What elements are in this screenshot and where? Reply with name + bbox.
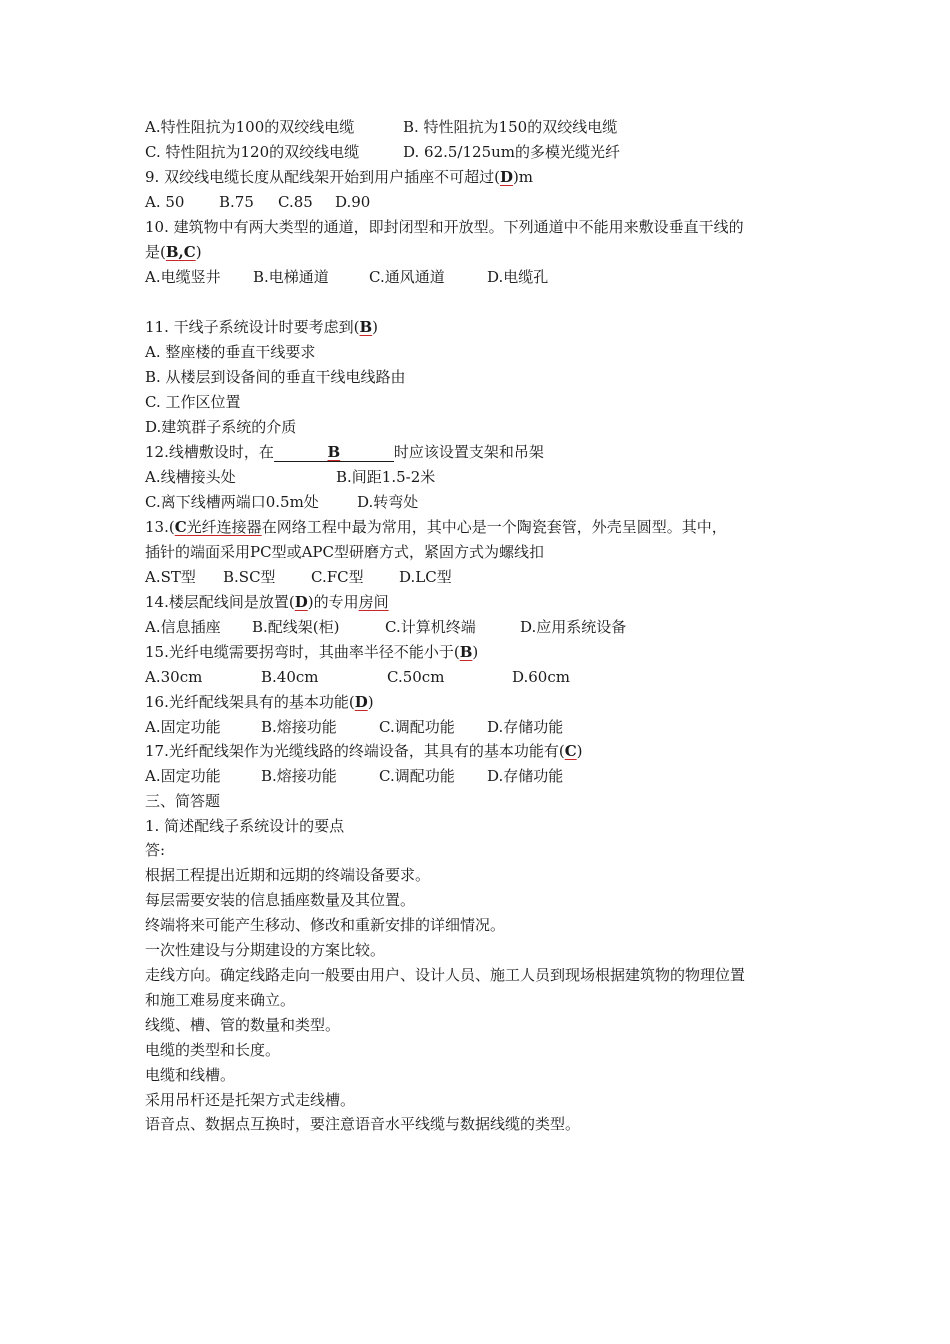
answer-line: 一次性建设与分期建设的方案比较。	[145, 941, 386, 959]
section-heading: 三、简答题	[145, 792, 221, 810]
q14-option-d: D.应用系统设备	[520, 618, 627, 636]
q16-options	[145, 717, 563, 737]
q15-stem	[145, 642, 478, 662]
q15-answer: B	[459, 643, 473, 661]
q15-option-a: A.30cm	[145, 668, 203, 686]
q15-stem-pre: 15.光纤电缆需要拐弯时，其曲率半径不能小于(	[145, 643, 460, 661]
q13-answer: C	[174, 518, 187, 536]
q13-term: 光纤连接器	[186, 518, 262, 536]
q14-options	[145, 617, 626, 637]
q10-option-a: A.电缆竖井	[145, 268, 221, 286]
q11-stem	[145, 317, 378, 337]
q10-option-c: C.通风通道	[369, 268, 445, 286]
q9-options	[145, 192, 370, 212]
q9-option-b: B.75	[219, 193, 254, 211]
q16-stem	[145, 692, 374, 712]
q13-stem-pre: 13.(	[145, 518, 175, 536]
q17-option-b: B.熔接功能	[261, 767, 337, 785]
q10-option-d: D.电缆孔	[487, 268, 549, 286]
q15-option-c: C.50cm	[387, 668, 445, 686]
q13-option-c: C.FC型	[311, 568, 364, 586]
q17-option-a: A.固定功能	[145, 767, 221, 785]
q10-stem-post: )	[195, 243, 202, 261]
q14-stem-pre: 14.楼层配线间是放置(	[145, 593, 295, 611]
answer-line: 终端将来可能产生移动、修改和重新安排的详细情况。	[145, 916, 506, 934]
q9-option-c: C.85	[278, 193, 313, 211]
q8-option-d: D. 62.5/125um的多模光缆光纤	[403, 143, 620, 161]
q17-stem-post: )	[576, 742, 583, 760]
q11-option-d: D.建筑群子系统的介质	[145, 418, 297, 436]
q14-term: 房间	[358, 593, 389, 611]
q16-option-a: A.固定功能	[145, 718, 221, 736]
q13-options	[145, 567, 452, 587]
q13-stem-post: 在网络工程中最为常用，其中心是一个陶瓷套管，外壳呈圆型。其中，	[261, 518, 727, 536]
q13-option-d: D.LC型	[399, 568, 452, 586]
q15-option-d: D.60cm	[512, 668, 570, 686]
answer-line: 电缆和线槽。	[145, 1066, 236, 1084]
answer-line: 根据工程提出近期和远期的终端设备要求。	[145, 866, 431, 884]
q8-option-a: A.特性阻抗为100的双绞线电缆	[145, 118, 355, 136]
q11-option-a: A. 整座楼的垂直干线要求	[145, 343, 316, 361]
q12-options-row-2	[145, 492, 418, 512]
q9-option-a: A. 50	[145, 193, 185, 211]
q14-option-b: B.配线架(柜)	[252, 618, 340, 636]
q14-stem	[145, 592, 389, 612]
q9-answer: D	[499, 168, 513, 186]
q9-stem-pre: 9. 双绞线电缆长度从配线架开始到用户插座不可超过(	[145, 168, 500, 186]
q8-options-row-1	[145, 117, 617, 137]
answer-line: 每层需要安装的信息插座数量及其位置。	[145, 891, 416, 909]
q10-stem-line-2	[145, 242, 202, 262]
q9-option-d: D.90	[335, 193, 371, 211]
q12-option-a: A.线槽接头处	[145, 468, 236, 486]
q17-option-c: C.调配功能	[379, 767, 455, 785]
q11-stem-post: )	[372, 318, 379, 336]
q14-option-c: C.计算机终端	[385, 618, 476, 636]
q8-option-c: C. 特性阻抗为120的双绞线电缆	[145, 143, 360, 161]
q12-stem-post: 时应该设置支架和吊架	[393, 443, 544, 461]
q8-option-b: B. 特性阻抗为150的双绞线电缆	[403, 118, 618, 136]
q8-options-row-2	[145, 142, 620, 162]
answer-line: 采用吊杆还是托架方式走线槽。	[145, 1091, 356, 1109]
q16-stem-post: )	[367, 693, 374, 711]
q13-option-b: B.SC型	[223, 568, 276, 586]
q12-stem-pre: 12.线槽敷设时，在	[145, 443, 274, 461]
q16-option-c: C.调配功能	[379, 718, 455, 736]
answer-line: 走线方向。确定线路走向一般要由用户、设计人员、施工人员到现场根据建筑物的物理位置	[145, 966, 746, 984]
q10-option-b: B.电梯通道	[253, 268, 329, 286]
answer-line: 语音点、数据点互换时，要注意语音水平线缆与数据线缆的类型。	[145, 1115, 581, 1133]
answer-line: 电缆的类型和长度。	[145, 1041, 281, 1059]
q14-option-a: A.信息插座	[145, 618, 221, 636]
q14-answer: D	[294, 593, 308, 611]
q9-stem-post: )m	[512, 168, 534, 186]
q13-option-a: A.ST型	[145, 568, 196, 586]
q16-option-d: D.存储功能	[487, 718, 564, 736]
q17-stem	[145, 741, 583, 761]
q12-option-b: B.间距1.5-2米	[336, 468, 436, 486]
q9-stem	[145, 167, 533, 187]
q13-stem-line-2: 插针的端面采用PC型或APC型研磨方式，紧固方式为螺线扣	[145, 543, 544, 561]
q12-options-row-1	[145, 467, 435, 487]
q17-answer: C	[564, 742, 577, 760]
q15-options	[145, 667, 570, 687]
q10-stem-pre: 是(	[145, 243, 166, 261]
answer-label: 答:	[145, 841, 166, 859]
q16-option-b: B.熔接功能	[261, 718, 337, 736]
q14-stem-mid: )的专用	[307, 593, 359, 611]
q17-stem-pre: 17.光纤配线架作为光缆线路的终端设备，其具有的基本功能有(	[145, 742, 565, 760]
q15-stem-post: )	[472, 643, 479, 661]
q13-stem-line-1	[145, 517, 727, 537]
q17-option-d: D.存储功能	[487, 767, 564, 785]
q11-option-c: C. 工作区位置	[145, 393, 241, 411]
short-answer-question: 1. 简述配线子系统设计的要点	[145, 817, 345, 835]
q10-answer: B,C	[165, 243, 196, 261]
q12-option-d: D.转弯处	[357, 493, 419, 511]
q11-answer: B	[359, 318, 373, 336]
q12-option-c: C.离下线槽两端口0.5m处	[145, 493, 319, 511]
q11-stem-pre: 11. 干线子系统设计时要考虑到(	[145, 318, 360, 336]
answer-line: 和施工难易度来确立。	[145, 991, 296, 1009]
q10-options	[145, 267, 548, 287]
q11-option-b: B. 从楼层到设备间的垂直干线电线路由	[145, 368, 406, 386]
q16-answer: D	[354, 693, 368, 711]
q16-stem-pre: 16.光纤配线架具有的基本功能(	[145, 693, 355, 711]
q12-answer-blank: B	[274, 444, 394, 462]
q17-options	[145, 766, 563, 786]
q15-option-b: B.40cm	[261, 668, 319, 686]
answer-line: 线缆、槽、管的数量和类型。	[145, 1016, 341, 1034]
q10-stem-line-1: 10. 建筑物中有两大类型的通道，即封闭型和开放型。下列通道中不能用来敷设垂直干线的	[145, 218, 744, 236]
q12-stem	[145, 442, 544, 462]
